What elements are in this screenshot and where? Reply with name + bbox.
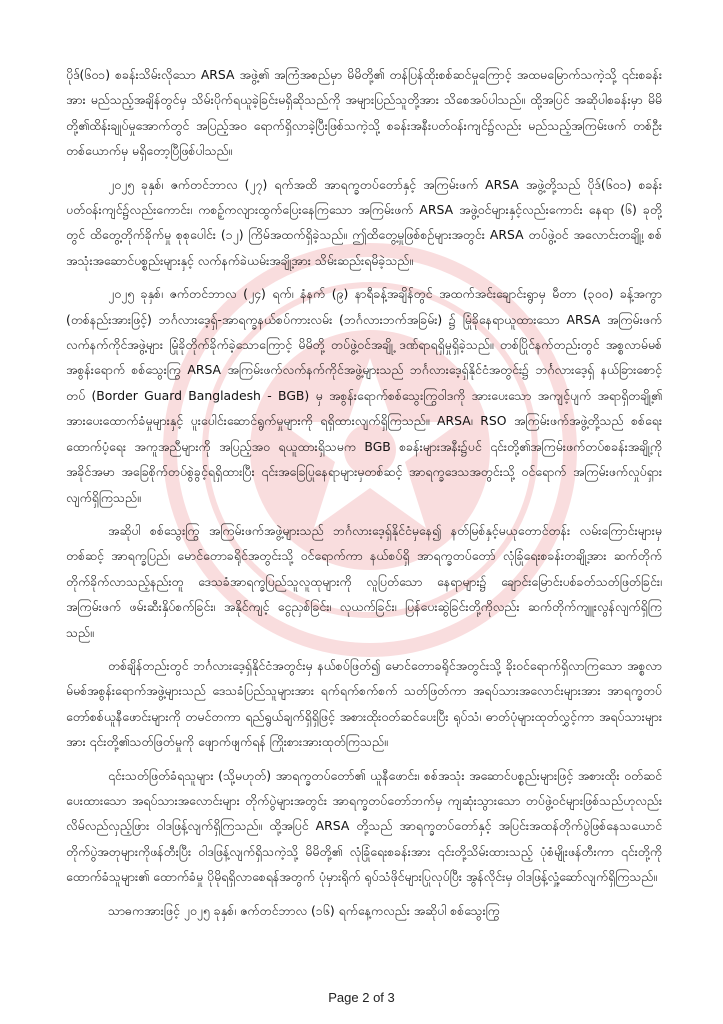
paragraph: ပိုဒ်(၆၀၁) စခန်းသိမ်းလိုသော ARSA အဖွဲ့၏ အကြံအစည်မှာ မိမိတို့၏ တန်ပြန်ထိုးစစ်ဆင်မှုကြောင့် အထမမြောက်သကဲ့သို့ ၎င်းစခန်းအား မည်သည့်အချိန်တွင်မှ သိမ်းပိုက်ရယူခဲ့ခြင်းမရှိဆိုသည်ကို အများပြည်သူတို့အား သိစေအပ်ပါသည်။ ထို့အပြင် အဆိုပါစခန်းမှာ မိမိတို့၏ထိန်းချုပ်မှုအောက်တွင် အပြည့်အဝ ရောက်ရှိလာခဲ့ပြီးဖြစ်သကဲ့သို့ စခန်းအနီးပတ်ဝန်းကျင်၌လည်း မည်သည့်အကြမ်းဖက် တစ်ဦးတစ်ယောက်မှ မရှိတော့ပြီဖြစ်ပါသည်။ [66,67,662,159]
paragraph: သာဓကအားဖြင့် ၂၀၂၅ ခုနှစ်၊ ဇက်တင်ဘာလ (၁၆) ရက်နေ့ကလည်း အဆိုပါ စစ်သွေးကြွ [108,902,500,918]
paragraph: ၂၀၂၅ ခုနှစ်၊ ဇက်တင်ဘာလ (၂၄) ရက်၊ နံနက် (၉) နာရီခန့်အချိန်တွင် အထက်အင်းချောင်းရွာမှ မီတာ (၃၀၀) ခန့်အကွာ (တစ်နည်းအားဖြင့်) ဘင်္ဂလားဒေ့ရှ်-အာရက္ခနယ်စပ်ကားလမ်း (ဘင်္ဂလားဘက်အခြမ်း) ၌ မြုံခိုနေရာယူထားသော ARSA အကြမ်းဖက် လက်နက်ကိုင်အဖွဲ့များ မြုံခိုတိုက်ခိုက်ခဲ့သောကြောင့် မိမိတို့ တပ်ဖွဲ့ဝင်အချို့ ဒဏ်ရာရရှိမှုရှိခဲ့သည်။ တစ်ပြိုင်နက်တည်းတွင် အစ္စလာမ်မစ်အစွန်းရောက် စစ်သွေးကြွ ARSA အကြမ်းဖက်လက်နက်ကိုင်အဖွဲ့များသည် ဘင်္ဂလားဒေ့ရှ်နိုင်ငံအတွင်း၌ ဘင်္ဂလားဒေ့ရှ် နယ်ခြားစောင့်တပ် (Border Guard Bangladesh - BGB) မှ အစွန်းရောက်စစ်သွေးကြွဝါဒကို အားပေးသော အကျင့်ပျက် အရာရှိတချို့၏ အားပေးထောက်ခံမှုများနှင့် ပူးပေါင်းဆောင်ရွက်မှုများကို ရရှိထားလျက်ရှိကြသည်။ ARSA၊ RSO အကြမ်းဖက်အဖွဲ့တို့သည် စစ်ရေး ထောက်ပံ့ရေး အကူအညီများကို အပြည့်အဝ ရယူထားရှိသမက BGB စခန်းများအနီး၌ပင် ၎င်းတို့၏အကြမ်းဖက်တပ်စခန်းအချို့ကို အခိုင်အမာ အခြေစိုက်တပ်စွဲခွင့်ရရှိထားပြီး ၎င်းအခြေပြုနေရာများမှတစ်ဆင့် အာရက္ခဒေသအတွင်းသို့ ဝင်ရောက် အကြမ်းဖက်လှုပ်ရှားလျက်ရှိကြသည်။ [66,286,662,505]
paragraph: အဆိုပါ စစ်သွေးကြွ အကြမ်းဖက်အဖွဲ့များသည် ဘင်္ဂလားဒေ့ရှ်နိုင်ငံမှနေ၍ နတ်မြစ်နှင့်မယုတောင်တန်း လမ်းကြောင်းများမှတစ်ဆင့် အာရက္ခပြည်၊ မောင်တောခရိုင်အတွင်းသို့ ဝင်ရောက်ကာ နယ်စပ်ရှိ အာရက္ခတပ်တော် လုံခြုံရေးစခန်းတချို့အား ဆက်တိုက် တိုက်ခိုက်လာသည့်နည်းတူ ဒေသခံအာရက္ခပြည်သူလူထုများကို လူပြတ်သော နေရာများ၌ ချောင်းမြောင်းပစ်ခတ်သတ်ဖြတ်ခြင်း၊ အကြမ်းဖက် ဖမ်းဆီးနှိပ်စက်ခြင်း၊ အနိုင်ကျင့် ငွေညှစ်ခြင်း၊ လုယက်ခြင်း၊ ပြန်ပေးဆွဲခြင်းတို့ကိုလည်း ဆက်တိုက်ကျူးလွန်လျက်ရှိကြသည်။ [66,522,662,640]
document-body [66,62,662,931]
paragraph: ၂၀၂၅ ခုနှစ်၊ ဇက်တင်ဘာလ (၂၇) ရက်အထိ အာရက္ခတပ်တော်နှင့် အကြမ်းဖက် ARSA အဖွဲ့တို့သည် ပိုဒ်(၆၀၁) စခန်းပတ်ဝန်းကျင်၌လည်းကောင်း၊ ကစဉ့်ကလျားထွက်ပြေးနေကြသော အကြမ်းဖက် ARSA အဖွဲ့ဝင်များနှင့်လည်းကောင်း နေရာ (၆) ခုတို့တွင် ထိတွေ့တိုက်ခိုက်မှု စုစုပေါင်း (၁၂) ကြိမ်အထက်ရှိခဲ့သည်။ ဤထိတွေ့မှုဖြစ်စဉ်များအတွင်း ARSA တပ်ဖွဲ့ဝင် အလောင်းတချို့၊ စစ်အသုံးအဆောင်ပစ္စည်းများနှင့် လက်နက်ခဲယမ်းအချို့အား သိမ်းဆည်းရမိခဲ့သည်။ [66,176,662,268]
page-number: Page 2 of 3 [328,990,395,1005]
paragraph: တစ်ချိန်တည်းတွင် ဘင်္ဂလားဒေ့ရှ်နိုင်ငံအတွင်းမှ နယ်စပ်ဖြတ်၍ မောင်တောခရိုင်အတွင်းသို့ ခိုးဝင်ရောက်ရှိလာကြသော အစ္စလာမ်မစ်အစွန်းရောက်အဖွဲ့များသည် ဒေသခံပြည်သူများအား ရက်ရက်စက်စက် သတ်ဖြတ်ကာ အရပ်သားအလောင်းများအား အာရက္ခတပ်တော်စစ်ယူနီဖောင်းများကို တမင်တကာ ရည်ရွယ်ချက်ရှိရှိဖြင့် အစားထိုးဝတ်ဆင်ပေးပြီး ရုပ်သံ၊ ဓာတ်ပုံများထုတ်လွှင့်ကာ အရပ်သားများအား ၎င်းတို့၏သတ်ဖြတ်မှုကို ဖျောက်ဖျက်ရန် ကြိုးစားအားထုတ်ကြသည်။ [66,657,662,750]
paragraph: ၎င်းသတ်ဖြတ်ခံရသူများ (သို့မဟုတ်) အာရက္ခတပ်တော်၏ ယူနီဖောင်း၊ စစ်အသုံး အဆောင်ပစ္စည်းများဖြင့် အစားထိုး ဝတ်ဆင်ပေးထားသော အရပ်သားအလောင်းများ တိုက်ပွဲများအတွင်း အာရက္ခတပ်တော်ဘက်မှ ကျဆုံးသွားသော တပ်ဖွဲ့ဝင်များဖြစ်သည်ဟုလည်း လိမ်လည်လှည့်ဖြား ဝါဒဖြန့်လျက်ရှိကြသည်။ ထို့အပြင် ARSA တို့သည် အာရက္ခတပ်တော်နှင့် အပြင်းအထန်တိုက်ပွဲဖြစ်နေသယောင် တိုက်ပွဲအတုများကိုဖန်တီးပြီး ဝါဒဖြန့်လျက်ရှိသကဲ့သို့ မိမိတို့၏ လုံခြုံရေးစခန်းအား ၎င်းတို့သိမ်းထားသည့် ပုံစံမျိုးဖန်တီးကာ ၎င်းတို့ကို ထောက်ခံသူများ၏ ထောက်ခံမှု ပိုမိုရရှိလာစေရန်အတွက် ပုံမှားရိုက် ရုပ်သံဖိုင်များပြုလုပ်ပြီး အွန်လိုင်းမှ ဝါဒဖြန့်လှုံ့ဆော်လျက်ရှိကြသည်။ [66,767,662,885]
